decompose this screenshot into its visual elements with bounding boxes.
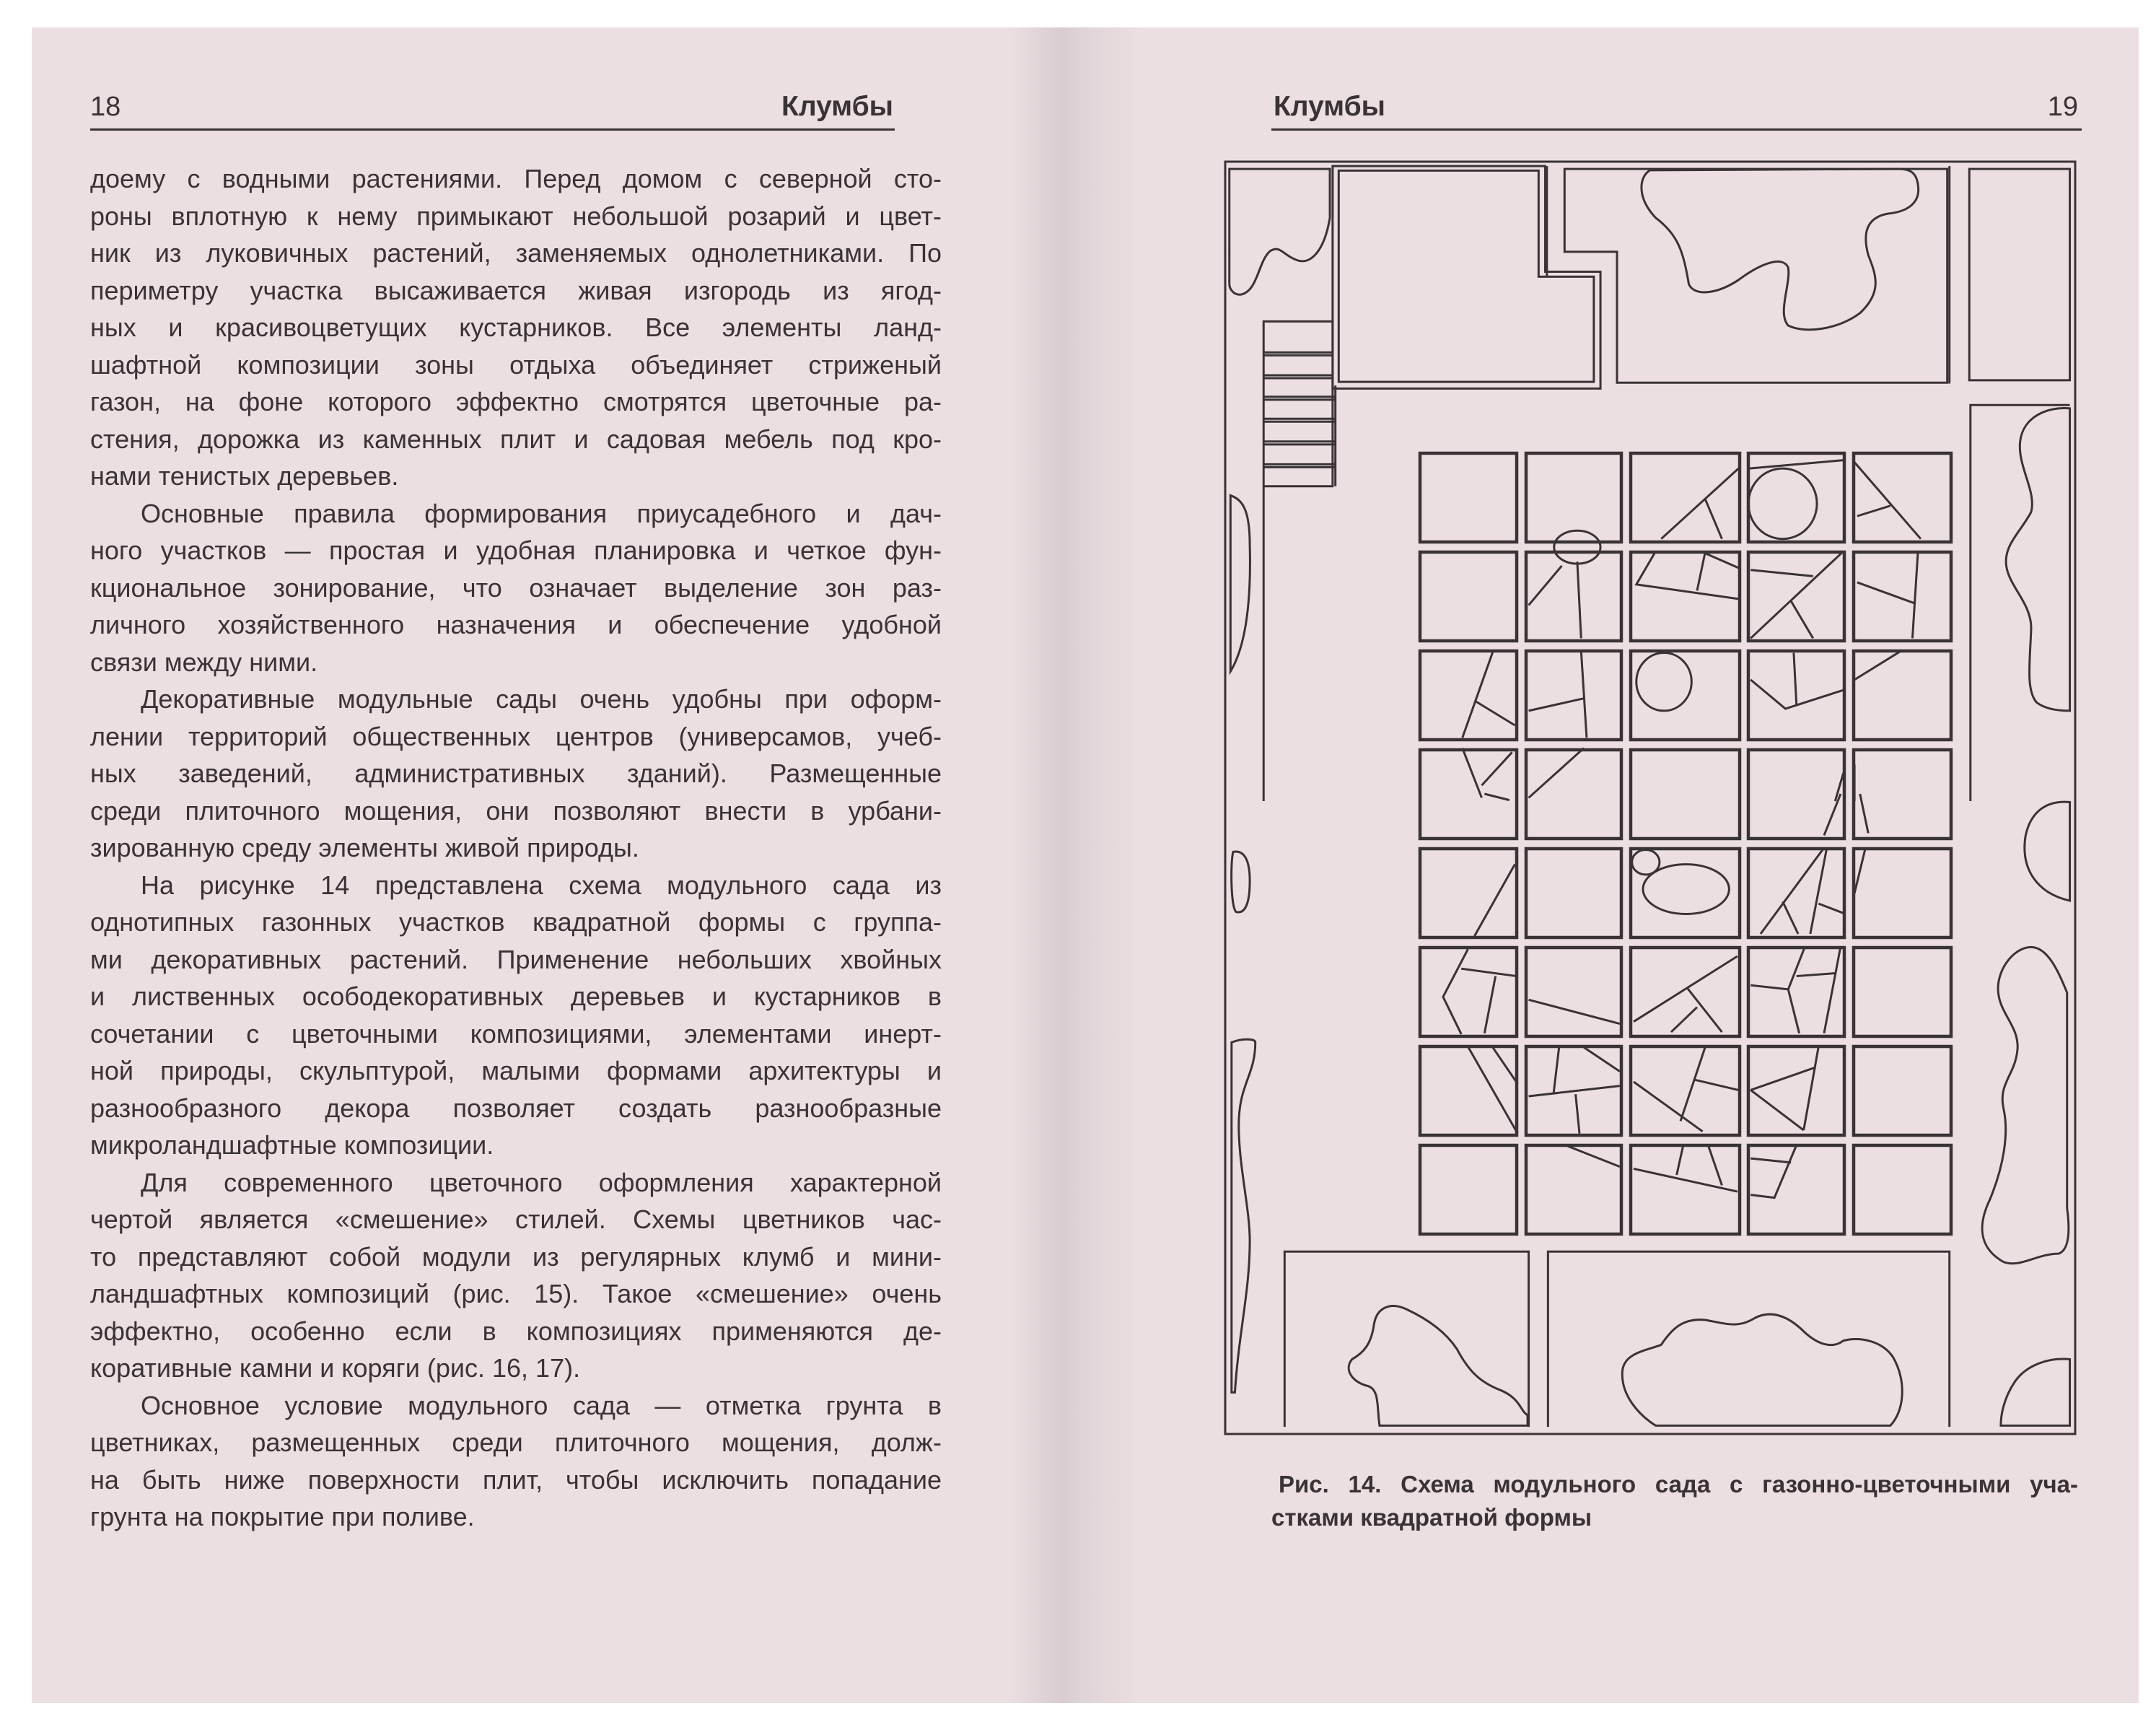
text-line: среди плиточного мощения, они позволяют внести в урбани- [90, 795, 942, 826]
left-running-head: Клумбы [781, 91, 893, 122]
round-bed [1554, 530, 1600, 564]
square-plot [1420, 552, 1517, 641]
square-plot [1526, 552, 1621, 641]
square-plot [1854, 1046, 1951, 1135]
text-line: и лиственных осободекоративных деревьев и кустарников в [90, 981, 942, 1011]
square-plot [1526, 948, 1621, 1036]
text-line: личного хозяйственного назначения и обеспечение удобной [90, 610, 942, 639]
square-plot [1526, 849, 1621, 937]
text-line: стения, дорожка из каменных плит и садовая мебель под кро- [90, 424, 942, 454]
square-plot [1526, 750, 1621, 839]
square-plot [1631, 1145, 1740, 1234]
text-line: ного участков — простая и удобная планировка и четкое фун- [90, 535, 942, 565]
right-running-head: Клумбы [1274, 91, 1385, 122]
text-line: Декоративные модульные сады очень удобны при оформ- [141, 684, 942, 714]
figure-caption [1271, 1468, 2078, 1534]
text-line: шафтной композиции зоны отдыха объединяет стриженый [90, 349, 942, 380]
text-line: коративные камни и коряги (рис. 16, 17). [90, 1353, 581, 1383]
square-plot [1854, 552, 1951, 641]
square-plot [1854, 849, 1951, 937]
square-plot [1854, 750, 1951, 839]
square-plot [1631, 849, 1740, 937]
text-line: Основные правила формирования приусадебного и дач- [141, 498, 942, 528]
text-line: грунта на покрытие при поливе. [90, 1502, 475, 1531]
square-plot [1748, 750, 1844, 839]
square-plot [1748, 1046, 1844, 1135]
text-line: ной природы, скульптурой, малыми формами архитектуры и [90, 1056, 942, 1085]
free-form-flowerbed-bottom-left [1349, 1306, 1528, 1426]
square-plot [1854, 651, 1951, 740]
text-line: зированную среду элементы живой природы. [90, 833, 639, 862]
text-line: ных заведений, административных зданий). Размещенные [90, 758, 942, 788]
right-page-number: 19 [2047, 92, 2078, 122]
square-plot [1526, 1145, 1621, 1234]
round-bed [1636, 653, 1692, 711]
text-line: ных и красивоцветущих кустарников. Все элементы ланд- [90, 312, 942, 342]
square-plot [1854, 948, 1951, 1036]
text-line: Для современного цветочного оформления характерной [141, 1167, 942, 1197]
hedge-right-lower [1982, 802, 2069, 1425]
square-plot [1526, 453, 1621, 542]
hedge-left [1230, 495, 1250, 671]
text-line: сочетании с цветочными композициями, элементами инерт- [90, 1018, 942, 1049]
square-plot [1420, 1145, 1517, 1234]
text-line: На рисунке 14 представлена схема модульного сада из [141, 870, 942, 900]
square-plot [1631, 948, 1740, 1036]
round-bed [1643, 865, 1729, 914]
hedge-right [2006, 408, 2069, 711]
square-plot [1420, 453, 1517, 542]
house-outline [1333, 166, 1600, 388]
text-line: на быть ниже поверхности плит, чтобы исключить попадание [90, 1464, 942, 1495]
text-line: лении территорий общественных центров (универсамов, учеб- [90, 721, 942, 751]
text-line: ландшафтных композиций (рис. 15). Такое «смешение» очень [90, 1279, 942, 1308]
free-form-flowerbed-top [1642, 169, 1919, 330]
square-plot [1854, 453, 1951, 542]
text-line: ник из луковичных растений, заменяемых однолетниками. По [90, 238, 942, 268]
text-line: доему с водными растениями. Перед домом с северной сто- [90, 164, 942, 193]
square-plot [1526, 651, 1621, 740]
text-line: Основное условие модульного сада — отметка грунта в [141, 1390, 942, 1420]
text-line: газон, на фоне которого эффектно смотрятся цветочные ра- [90, 387, 942, 416]
text-line: ми декоративных растений. Применение небольших хвойных [90, 944, 942, 974]
square-plot [1631, 750, 1740, 839]
text-line: цветниках, размещенных среди плиточного мощения, долж- [90, 1427, 942, 1457]
upper-site-plan [1230, 166, 2070, 801]
square-plot [1420, 948, 1517, 1036]
caption-line: Рис. 14. Схема модульного сада с газонно-цветочными уча- [1279, 1471, 2078, 1497]
text-line: разнообразного декора позволяет создать разнообразные [90, 1093, 942, 1123]
text-line: эффектно, особенно если в композициях применяются де- [90, 1316, 942, 1346]
text-line: связи между ними. [90, 647, 318, 677]
corner-shrub-bed [1230, 169, 1330, 294]
square-plot [1420, 849, 1517, 937]
square-plot-grid [1420, 453, 1951, 1234]
text-line: то представляют собой модули из регулярных клумб и мини- [90, 1241, 942, 1272]
square-plot [1420, 651, 1517, 740]
round-bed [1748, 468, 1817, 539]
square-plot [1631, 453, 1740, 542]
free-form-flowerbed-bottom [1622, 1314, 1902, 1425]
caption-line: стками квадратной формы [1271, 1504, 1592, 1531]
text-line: роны вплотную к нему примыкают небольшой розарий и цвет- [90, 201, 942, 231]
hedge-left-lower [1232, 852, 1256, 1392]
text-line: однотипных газонных участков квадратной формы с группа- [90, 907, 942, 937]
left-page-number: 18 [90, 92, 121, 122]
text-line: нами тенистых деревьев. [90, 461, 399, 491]
text-line: микроландшафтные композиции. [90, 1130, 494, 1160]
text-line: периметру участка высаживается живая изгородь из ягод- [90, 275, 942, 305]
square-plot [1854, 1145, 1951, 1234]
text-line: кциональное зонирование, что означает выделение зон раз- [90, 572, 942, 603]
lower-site-plan [1232, 794, 2070, 1427]
text-line: чертой является «смешение» стилей. Схемы цветников час- [90, 1204, 942, 1234]
square-plot [1748, 849, 1844, 937]
right-blocks [1950, 166, 2070, 801]
stairs [1263, 321, 1335, 486]
